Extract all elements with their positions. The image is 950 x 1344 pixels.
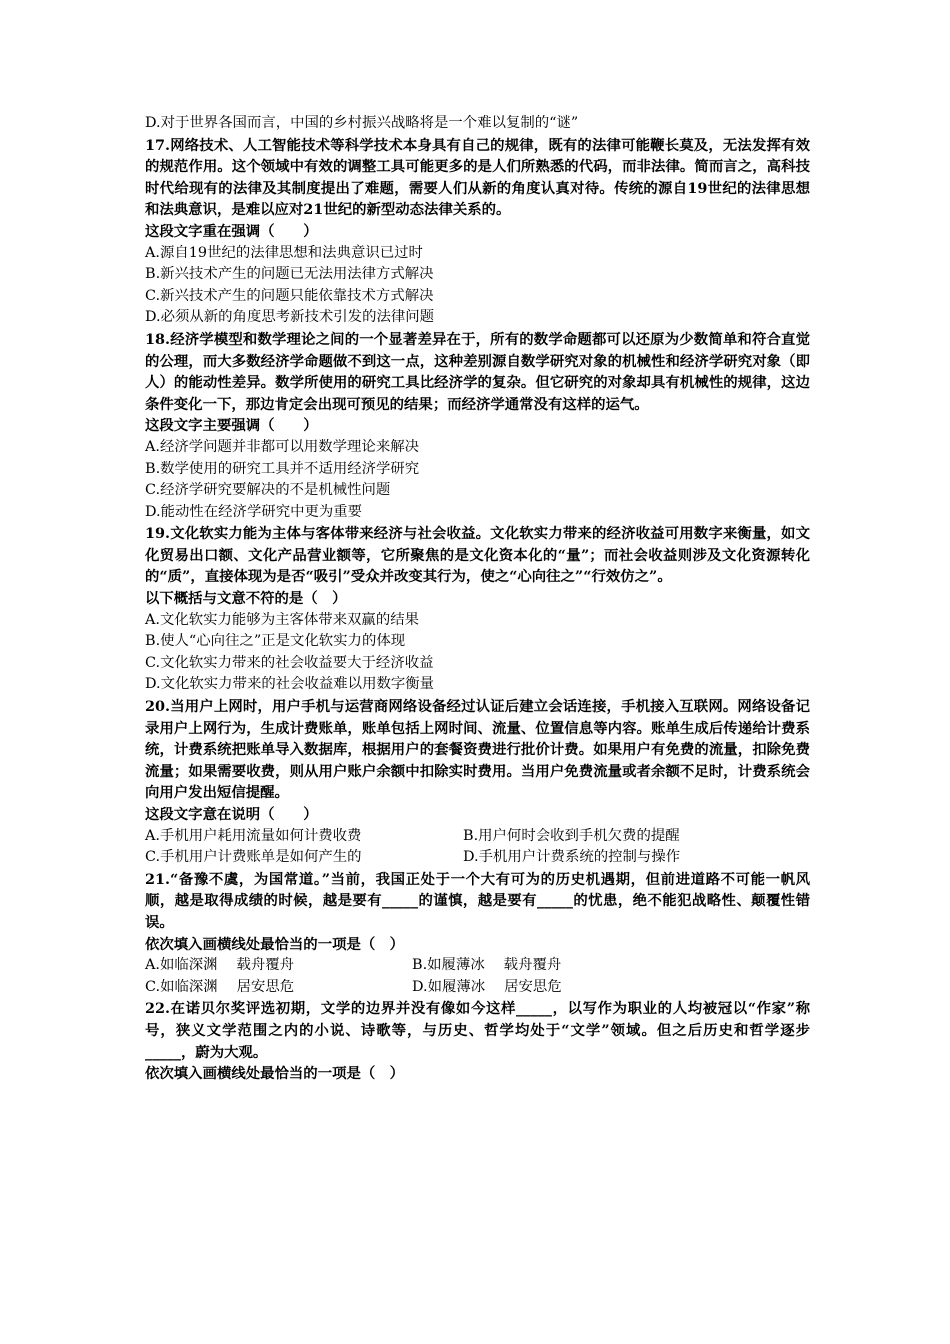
q19-passage: 19.文化软实力能为主体与客体带来经济与社会收益。文化软实力带来的经济收益可用数字来衡量，如文化贸易出口额、文化产品营业额等，它所聚焦的是文化资本化的“量”；而社会收益则涉及文化资源转化的“质”，直接体现为是否“吸引”受众并改变其行为，使之“心向往之”“行效仿之”。 [145, 525, 810, 586]
q21-options-row-2 [145, 977, 810, 999]
q18-option-a: A.经济学问题并非都可以用数学理论来解决 [145, 438, 419, 455]
q17-stem: 这段文字重在强调（ ） [145, 222, 318, 240]
q17-passage: 17.网络技术、人工智能技术等科学技术本身具有自己的规律，既有的法律可能鞭长莫及，无法发挥有效的规范作用。这个领域中有效的调整工具可能更多的是人们所熟悉的代码，而非法律。简而言之，高科技时代给现有的法律及其制度提出了难题，需要人们从新的角度认真对待。传统的源自19世纪的法律思想和法典意识，是难以应对21世纪的新型动态法律关系的。 [145, 136, 810, 219]
q20-option-c: C.手机用户计费账单是如何产生的 [145, 849, 362, 866]
q20-options-row-2 [145, 847, 810, 869]
q21-passage: 21.“备豫不虞，为国常道。”当前，我国正处于一个大有可为的历史机遇期，但前进道路不可能一帆风顺，越是取得成绩的时候，越是要有_____的谨慎，越是要有_____的忧患，绝不能犯战略性、颠覆性错误。 [145, 870, 810, 931]
q21-options-row-1 [145, 955, 810, 977]
q20-stem: 这段文字意在说明（ ） [145, 806, 318, 823]
q18-option-d: D.能动性在经济学研究中更为重要 [145, 503, 363, 520]
q21-option-b: B.如履薄冰 载舟覆舟 [412, 957, 562, 974]
q20-passage: 20.当用户上网时，用户手机与运营商网络设备经过认证后建立会话连接，手机接入互联网。网络设备记录用户上网行为，生成计费账单，账单包括上网时间、流量、位置信息等内容。账单生成后传递给计费系统，计费系统把账单导入数据库，根据用户的套餐资费进行批价计费。如果用户有免费的流量，扣除免费流量；如果需要收费，则从用户账户余额中扣除实时费用。当用户免费流量或者余额不足时，计费系统会向用户发出短信提醒。 [145, 698, 810, 802]
q17-option-c: C.新兴技术产生的问题只能依靠技术方式解决 [145, 287, 434, 304]
q22-passage: 22.在诺贝尔奖评选初期，文学的边界并没有像如今这样_____，以写作为职业的人均被冠以“作家”称号，狭义文学范围之内的小说、诗歌等，与历史、哲学均处于“文学”领域。但之后历史和哲学逐步 _____，蔚为大观。 [145, 1000, 810, 1061]
q16-option-d: D.对于世界各国而言，中国的乡村振兴战略将是一个难以复制的“谜” [145, 115, 579, 131]
q18-option-c: C.经济学研究要解决的不是机械性问题 [145, 482, 391, 499]
q20-option-d: D.手机用户计费系统的控制与操作 [463, 849, 681, 866]
q21-option-a: A.如临深渊 载舟覆舟 [145, 957, 295, 974]
q19-option-a: A.文化软实力能够为主客体带来双赢的结果 [145, 611, 419, 628]
q17-option-d: D.必须从新的角度思考新技术引发的法律问题 [145, 309, 435, 326]
q19-option-b: B.使人“心向往之”正是文化软实力的体现 [145, 633, 406, 650]
q20-option-a: A.手机用户耗用流量如何计费收费 [145, 827, 362, 844]
q21-option-d: D.如履薄冰 居安思危 [412, 978, 562, 995]
q18-option-b: B.数学使用的研究工具并不适用经济学研究 [145, 460, 420, 477]
q19-stem: 以下概括与文意不符的是（ ） [145, 590, 347, 608]
q18-passage: 18.经济学模型和数学理论之间的一个显著差异在于，所有的数学命题都可以还原为少数简单和符合直觉的公理，而大多数经济学命题做不到这一点，这种差别源自数学研究对象的机械性和经济学研究对象（即人）的能动性差异。数学所使用的研究工具比经济学的复杂。但它研究的对象却具有机械性的规律，这边条件变化一下，那边肯定会出现可预见的结果；而经济学通常没有这样的运气。 [145, 330, 810, 413]
q22-stem: 依次填入画横线处最恰当的一项是（ ） [145, 1065, 405, 1083]
q18-stem: 这段文字主要强调（ ） [145, 417, 318, 435]
q20-options-row-1 [145, 826, 810, 848]
q17-option-b: B.新兴技术产生的问题已无法用法律方式解决 [145, 266, 434, 283]
q19-option-d: D.文化软实力带来的社会收益难以用数字衡量 [145, 676, 435, 693]
q17-option-a: A.源自19世纪的法律思想和法典意识已过时 [145, 244, 423, 261]
q19-option-c: C.文化软实力带来的社会收益要大于经济收益 [145, 654, 434, 671]
exam-page [145, 113, 810, 1085]
q20-option-b: B.用户何时会收到手机欠费的提醒 [463, 827, 680, 844]
q21-option-c: C.如临深渊 居安思危 [145, 978, 295, 995]
q21-stem: 依次填入画横线处最恰当的一项是（ ） [145, 935, 405, 953]
